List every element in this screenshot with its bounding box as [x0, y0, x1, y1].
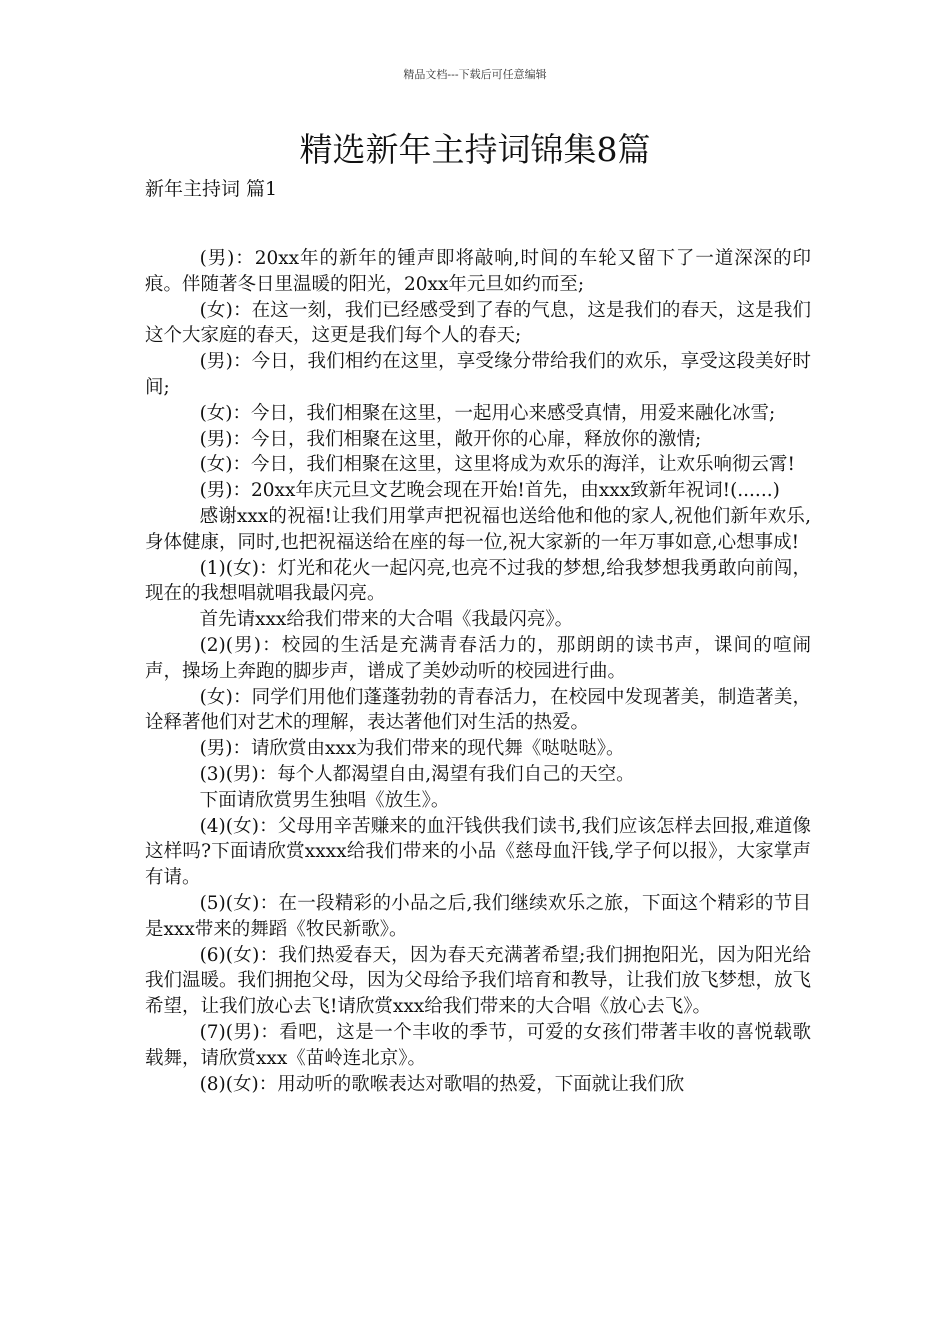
document-title: 精选新年主持词锦集8篇 [299, 130, 651, 169]
section-heading: 新年主持词 篇1 [145, 178, 278, 200]
paragraph: 下面请欣赏男生独唱《放生》。 [199, 789, 450, 811]
paragraph: (女)：今日，我们相聚在这里，这里将成为欢乐的海洋，让欢乐响彻云霄! [199, 454, 795, 476]
paragraph: (4)(女)：父母用辛苦赚来的血汗钱供我们读书,我们应该怎样去回报,难道像这样吗?下面请欣赏xxxx给我们带来的小品《慈母血汗钱,学子何以报》，大家掌声有请。 [145, 815, 811, 889]
paragraph: (6)(女)：我们热爱春天，因为春天充满著希望;我们拥抱阳光，因为阳光给我们温暖。我们拥抱父母，因为父母给予我们培育和教导，让我们放飞梦想，放飞希望，让我们放心去飞!请欣赏xxx给我们带来的大合唱《放心去飞》。 [145, 944, 812, 1018]
paragraph: (男)：20xx年庆元旦文艺晚会现在开始!首先，由xxx致新年祝词!(......) [199, 480, 780, 502]
paragraph: (8)(女)：用动听的歌喉表达对歌唱的热爱，下面就让我们欣 [199, 1073, 685, 1095]
paragraph: (男)：请欣赏由xxx为我们带来的现代舞《哒哒哒》。 [199, 738, 625, 760]
paragraph: (男)：今日，我们相聚在这里，敞开你的心扉，释放你的激情; [199, 428, 702, 450]
paragraph: (1)(女)：灯光和花火一起闪亮,也亮不过我的梦想,给我梦想我勇敢向前闯，现在的我想唱就唱我最闪亮。 [145, 557, 811, 605]
paragraph: (男)：20xx年的新年的锺声即将敲响,时间的车轮又留下了一道深深的印痕。伴随著冬日里温暖的阳光，20xx年元旦如约而至; [145, 248, 811, 295]
paragraph: (3)(男)：每个人都渴望自由,渴望有我们自己的天空。 [199, 763, 635, 785]
header-note: 精品文档---下载后可任意编辑 [403, 68, 547, 81]
paragraph: (男)：今日，我们相约在这里，享受缘分带给我们的欢乐，享受这段美好时间; [145, 351, 811, 398]
paragraph: (女)：在这一刻，我们已经感受到了春的气息，这是我们的春天，这是我们这个大家庭的春天，这更是我们每个人的春天; [145, 299, 811, 347]
paragraph: 感谢xxx的祝福!让我们用掌声把祝福也送给他和他的家人,祝他们新年欢乐,身体健康，同时,也把祝福送给在座的每一位,祝大家新的一年万事如意,心想事成! [145, 505, 811, 553]
paragraph: (5)(女)：在一段精彩的小品之后,我们继续欢乐之旅，下面这个精彩的节目是xxx带来的舞蹈《牧民新歌》。 [145, 892, 811, 940]
body-text [145, 246, 811, 1097]
paragraph: (女)：同学们用他们蓬蓬勃勃的青春活力，在校园中发现著美，制造著美，诠释著他们对艺术的理解，表达著他们对生活的热爱。 [145, 686, 811, 734]
paragraph: 首先请xxx给我们带来的大合唱《我最闪亮》。 [199, 609, 574, 631]
paragraph: (女)：今日，我们相聚在这里，一起用心来感受真情，用爱来融化冰雪; [199, 402, 776, 424]
paragraph: (7)(男)：看吧，这是一个丰收的季节，可爱的女孩们带著丰收的喜悦载歌载舞，请欣赏xxx《苗岭连北京》。 [145, 1021, 811, 1069]
paragraph: (2)(男)：校园的生活是充满青春活力的，那朗朗的读书声，课间的喧闹声，操场上奔跑的脚步声，谱成了美妙动听的校园进行曲。 [145, 634, 811, 682]
